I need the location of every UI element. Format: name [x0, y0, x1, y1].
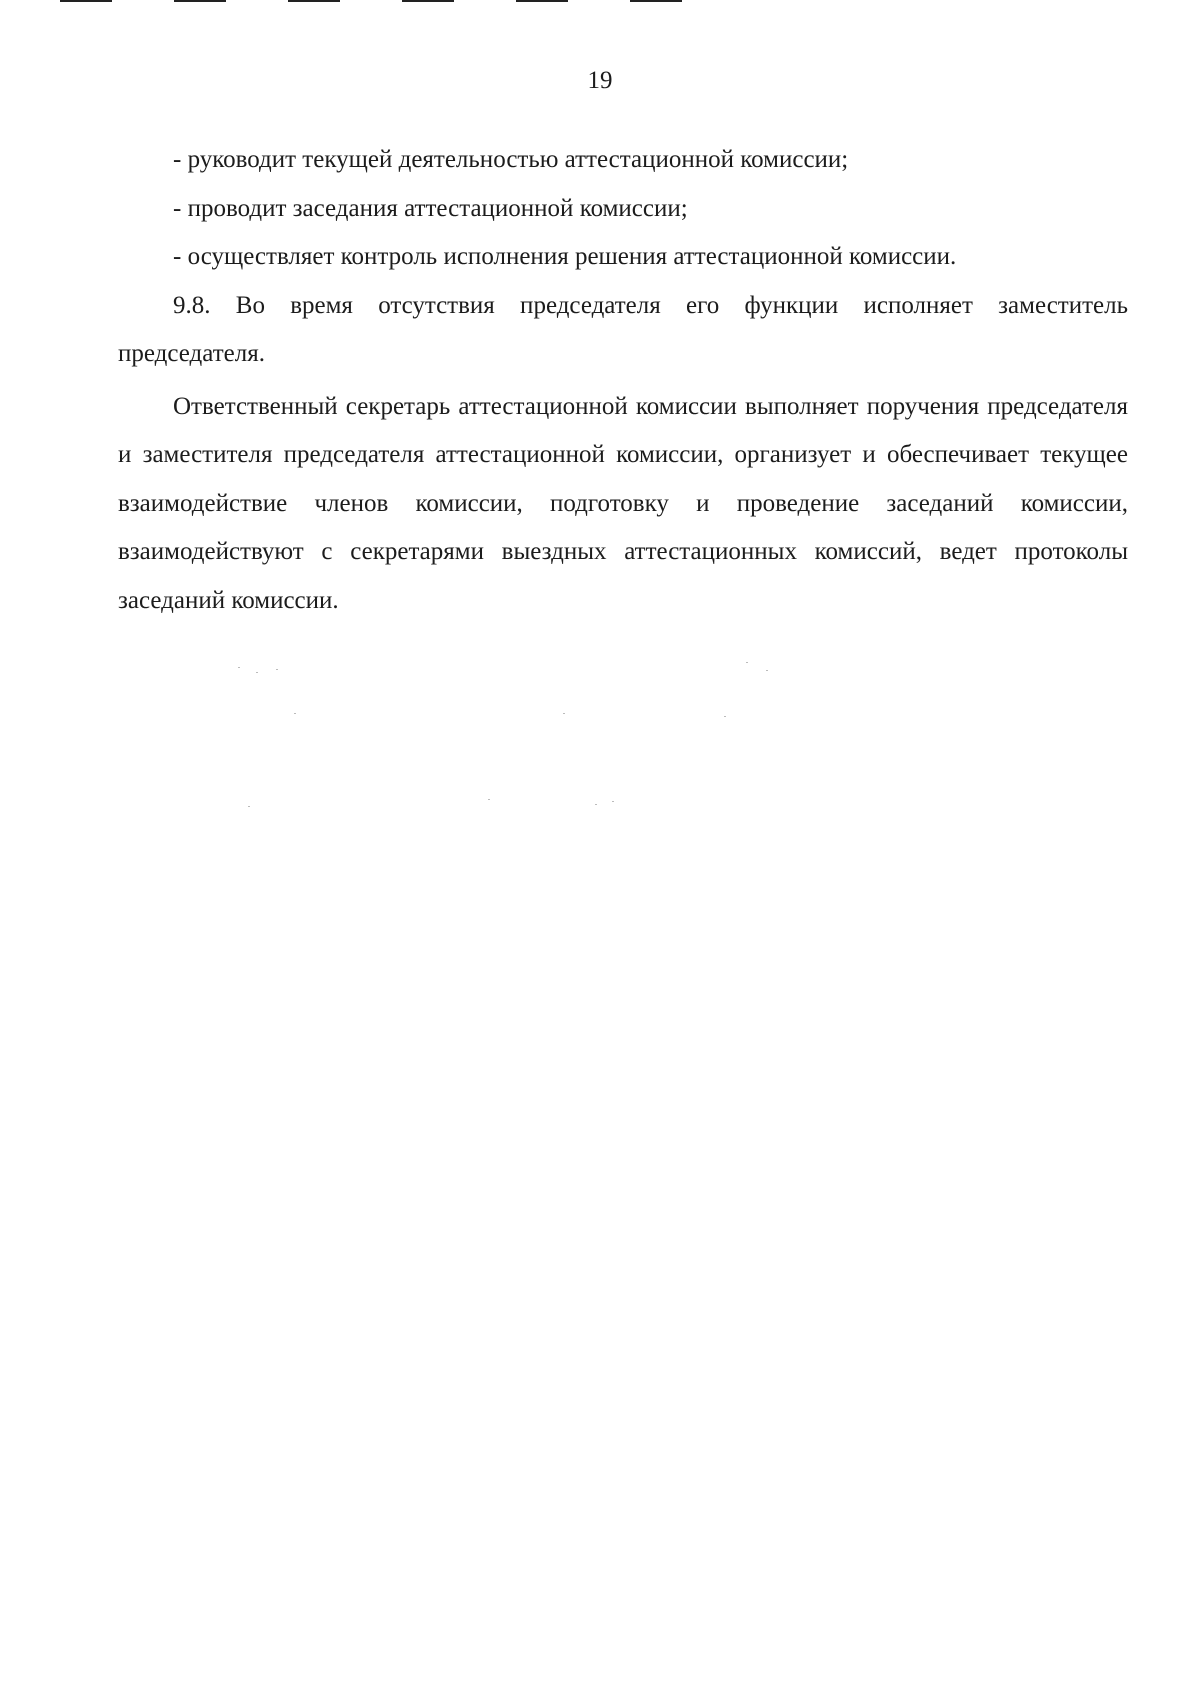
- edge-mark: [516, 0, 568, 2]
- paragraph-secretary: Ответственный секретарь аттестационной комиссии выполняет поручения председателя и заместителя председателя аттестационной комиссии, организует и обеспечивает текущее взаимодействие членов комиссии, подготовку и проведение заседаний комиссии, взаимодействуют с секретарями выездных аттестационных комиссий, ведет протоколы заседаний комиссии.: [118, 392, 1128, 614]
- list-item: - руководит текущей деятельностью аттестационной комиссии;: [173, 146, 849, 173]
- paragraph-9-8: 9.8. Во время отсутствия председателя его функции исполняет заместитель председателя.: [118, 291, 1128, 367]
- edge-mark: [60, 0, 112, 2]
- list-item: - осуществляет контроль исполнения решения аттестационной комиссии.: [173, 243, 957, 270]
- document-body: [118, 136, 1128, 625]
- edge-mark: [288, 0, 340, 2]
- top-edge-marks: [0, 0, 1200, 4]
- edge-mark: [174, 0, 226, 2]
- edge-mark: [630, 0, 682, 2]
- edge-mark: [402, 0, 454, 2]
- list-item: - проводит заседания аттестационной комиссии;: [173, 194, 688, 222]
- page-number: 19: [587, 67, 613, 94]
